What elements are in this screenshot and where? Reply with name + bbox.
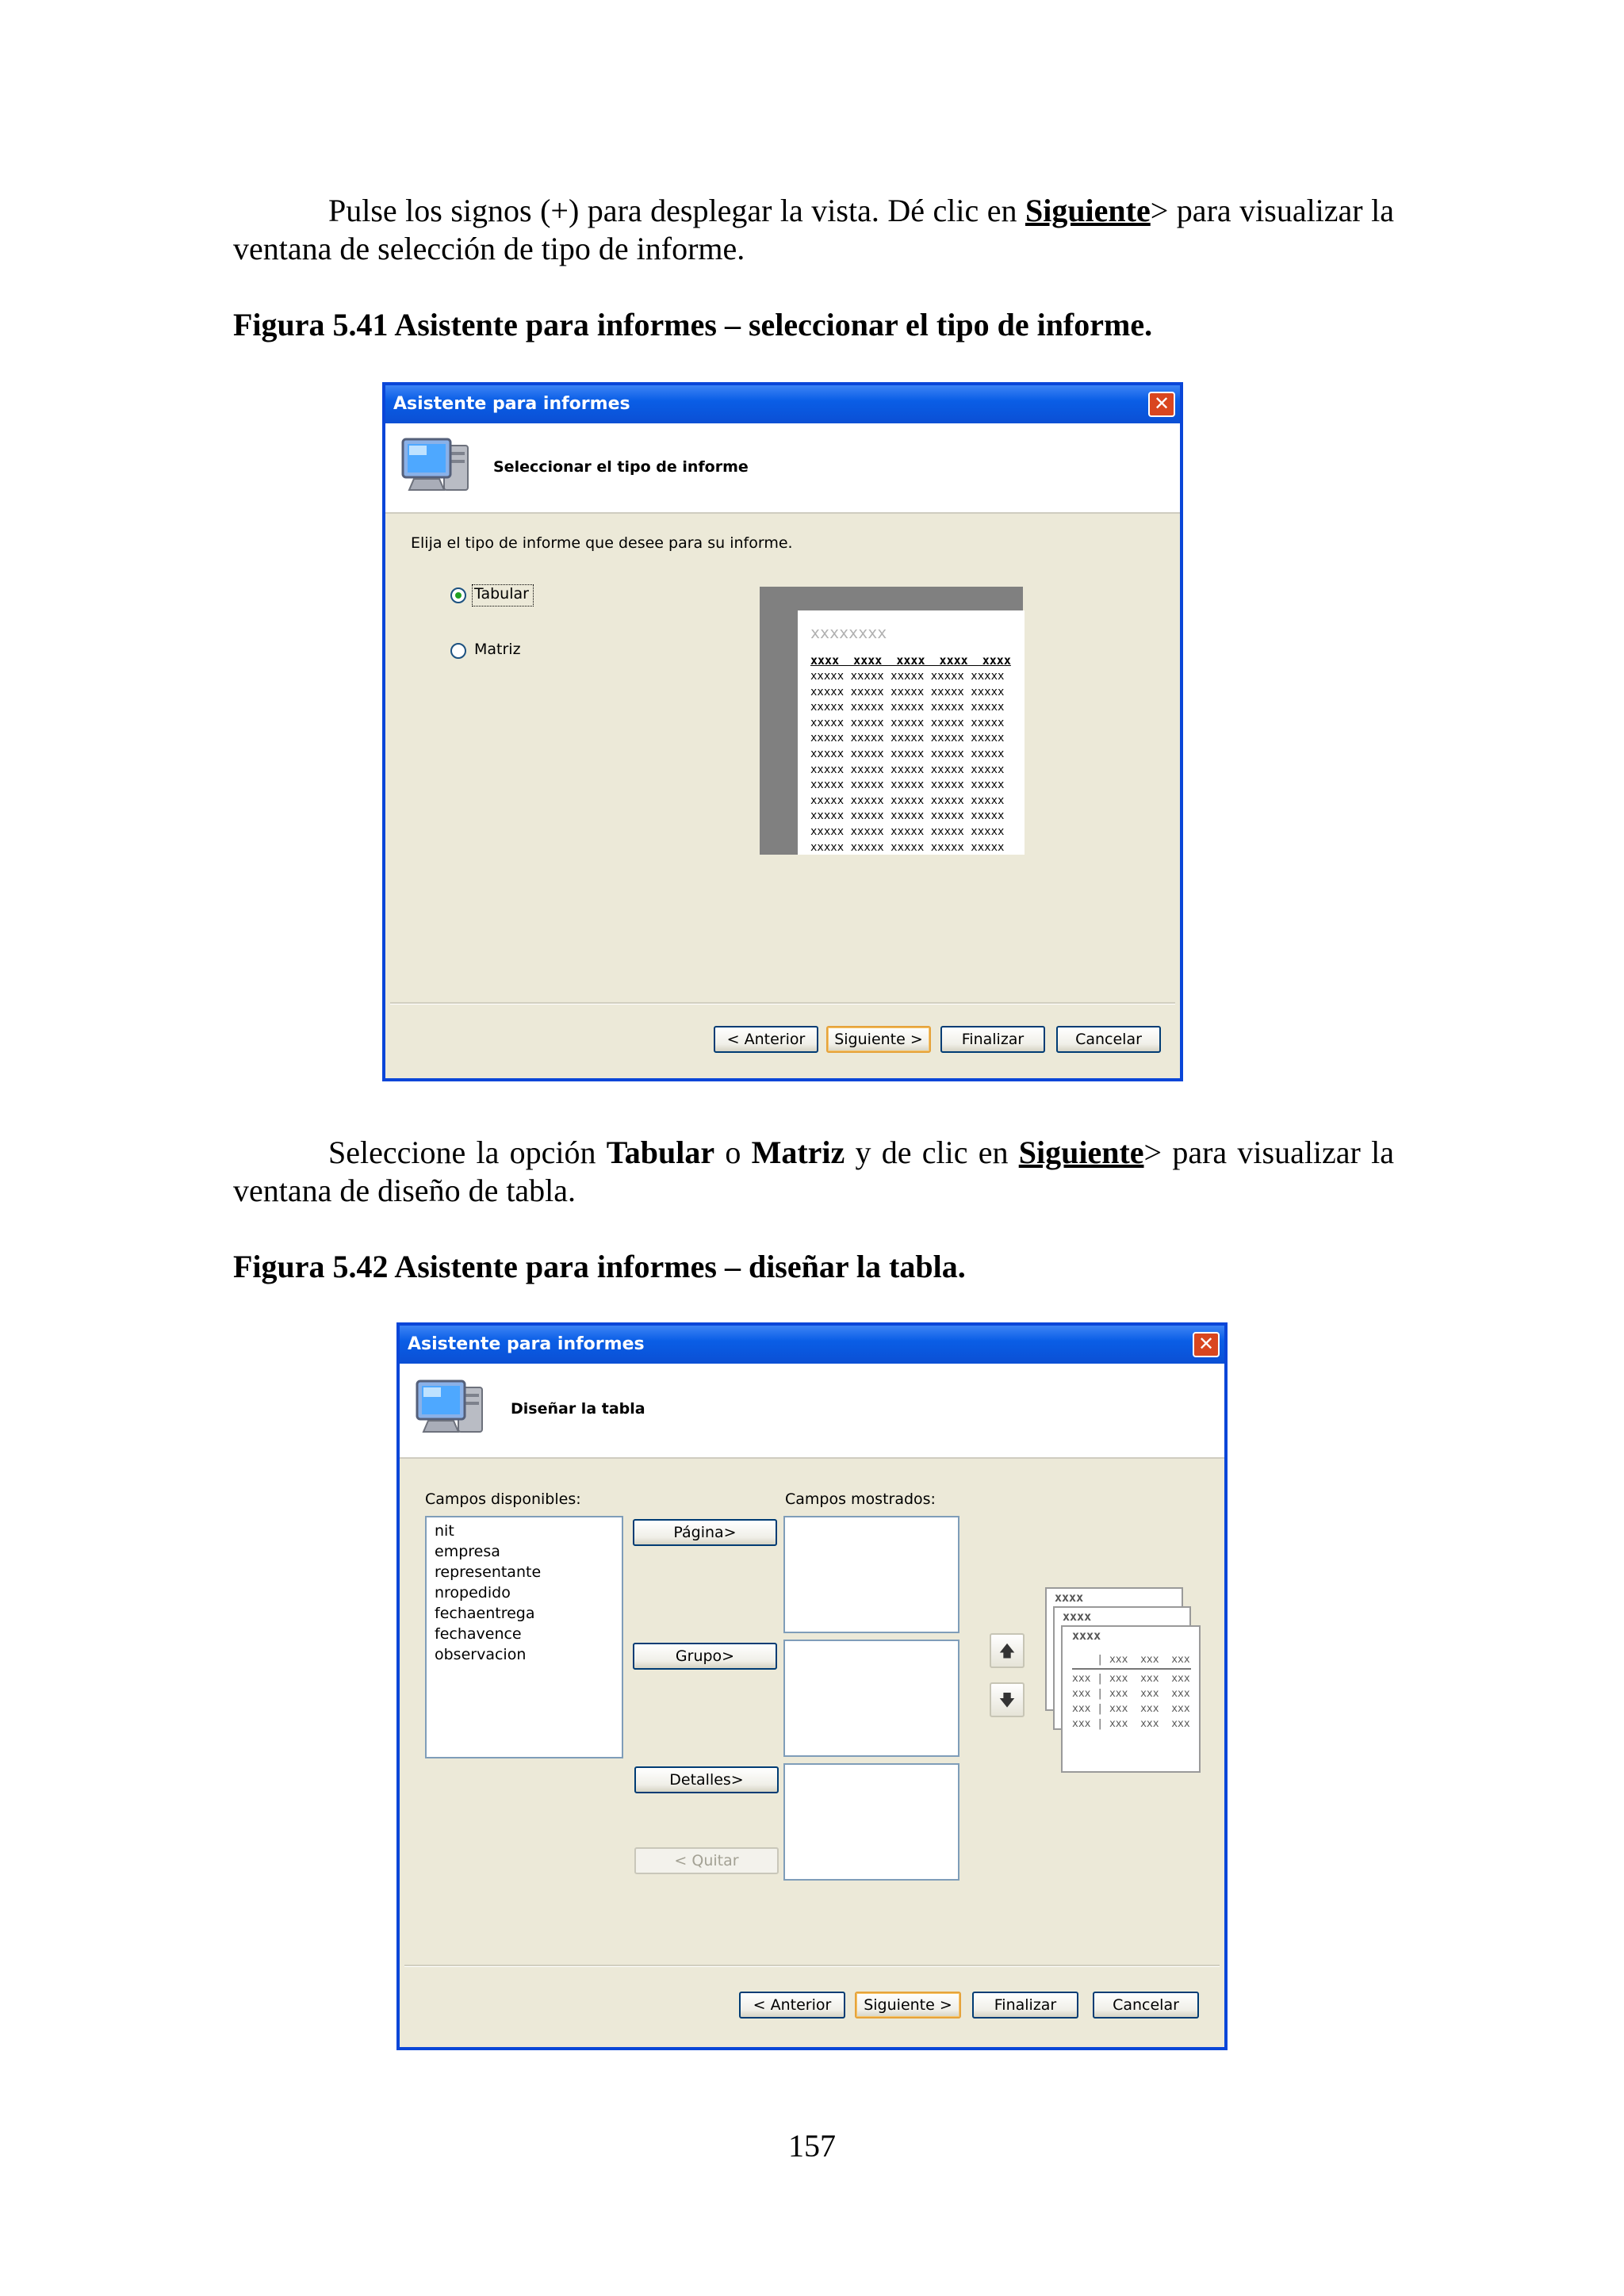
preview-sheet-front: xxxx | xxx xxx xxx xxx | xxx xxx xxx xxx | xxx xxx xxx xxx | xxx xxx xxx xxx | xxx xxx xxx bbox=[1061, 1625, 1201, 1773]
shown-fields-label: Campos mostrados: bbox=[785, 1490, 936, 1508]
preview-divider bbox=[1072, 1668, 1191, 1670]
preview-data-row: xxxxx xxxxx xxxxx xxxxx xxxxx bbox=[810, 779, 1005, 792]
list-item[interactable]: fechaentrega bbox=[435, 1605, 535, 1622]
close-icon[interactable]: ✕ bbox=[1193, 1332, 1220, 1357]
list-item[interactable]: observacion bbox=[435, 1646, 527, 1663]
next-button[interactable]: Siguiente > bbox=[855, 1992, 961, 2019]
preview-header-row: xxxx xxxx xxxx xxxx xxxx bbox=[810, 653, 1011, 668]
list-item[interactable]: nit bbox=[435, 1522, 454, 1540]
preview-data-row: xxxxx xxxxx xxxxx xxxxx xxxxx bbox=[810, 701, 1005, 714]
list-item[interactable]: representante bbox=[435, 1563, 542, 1581]
move-down-icon[interactable]: 🡇 bbox=[990, 1682, 1025, 1717]
preview-data-row: xxxxx xxxxx xxxxx xxxxx xxxxx bbox=[810, 840, 1005, 854]
list-item[interactable]: empresa bbox=[435, 1543, 500, 1560]
cancel-button[interactable]: Cancelar bbox=[1093, 1992, 1199, 2019]
paragraph-intro: Pulse los signos (+) para desplegar la vista. Dé clic en Siguiente> para visualizar la ventana de selección de tipo de informe. bbox=[233, 193, 1394, 266]
back-button[interactable]: < Anterior bbox=[739, 1992, 845, 2019]
report-wizard-dialog-design bbox=[396, 1322, 1228, 2050]
preview-data-row: xxxxx xxxxx xxxxx xxxxx xxxxx bbox=[810, 732, 1005, 745]
preview-data-row: xxxxx xxxxx xxxxx xxxxx xxxxx bbox=[810, 670, 1005, 683]
preview-data-row: xxxxx xxxxx xxxxx xxxxx xxxxx bbox=[810, 763, 1005, 776]
next-button[interactable]: Siguiente > bbox=[826, 1026, 931, 1053]
radio-tabular[interactable] bbox=[450, 587, 466, 603]
cancel-button[interactable]: Cancelar bbox=[1056, 1026, 1161, 1053]
preview-data-row: xxxxx xxxxx xxxxx xxxxx xxxxx bbox=[810, 794, 1005, 807]
remove-button[interactable]: < Quitar bbox=[634, 1847, 779, 1874]
radio-matriz-label[interactable]: Matriz bbox=[474, 641, 521, 658]
move-up-icon[interactable]: 🡅 bbox=[990, 1633, 1025, 1668]
footer-separator bbox=[390, 1002, 1175, 1004]
report-wizard-dialog-type bbox=[382, 382, 1183, 1081]
finish-button[interactable]: Finalizar bbox=[972, 1992, 1078, 2019]
close-icon[interactable]: ✕ bbox=[1148, 392, 1175, 417]
radio-matriz[interactable] bbox=[450, 643, 466, 659]
figure-caption-5-42: Figura 5.42 Asistente para informes – diseñar la tabla. bbox=[233, 1249, 966, 1284]
group-fields-box[interactable] bbox=[783, 1640, 959, 1757]
page-number: 157 bbox=[788, 2128, 836, 2164]
dialog-titlebar: Asistente para informes bbox=[400, 1326, 1224, 1364]
group-button[interactable]: Grupo> bbox=[633, 1643, 777, 1670]
finish-button[interactable]: Finalizar bbox=[940, 1026, 1045, 1053]
preview-sheet-middle: xxxx bbox=[1053, 1606, 1191, 1730]
page-fields-box[interactable] bbox=[783, 1516, 959, 1633]
list-item[interactable]: fechavence bbox=[435, 1625, 522, 1643]
report-preview-tabular bbox=[760, 587, 1023, 855]
detail-fields-box[interactable] bbox=[783, 1763, 959, 1881]
preview-paper bbox=[798, 610, 1025, 855]
available-fields-label: Campos disponibles: bbox=[425, 1490, 581, 1508]
computer-icon bbox=[398, 434, 473, 501]
back-button[interactable]: < Anterior bbox=[714, 1026, 818, 1053]
header-title: Diseñar la tabla bbox=[511, 1400, 645, 1418]
available-fields-list[interactable] bbox=[425, 1516, 623, 1758]
preview-title: xxxxxxxx bbox=[810, 623, 887, 642]
wizard-header bbox=[400, 1364, 1224, 1459]
preview-data-row: xxxxx xxxxx xxxxx xxxxx xxxxx bbox=[810, 809, 1005, 823]
radio-tabular-label[interactable]: Tabular bbox=[474, 585, 529, 603]
wizard-header bbox=[385, 423, 1180, 514]
instruction-text: Elija el tipo de informe que desee para su informe. bbox=[411, 534, 793, 552]
paragraph-select-option: Seleccione la opción Tabular o Matriz y de clic en Siguiente> para visualizar la ventana de diseño de tabla. bbox=[233, 1135, 1394, 1208]
preview-sheet-back: xxxx bbox=[1045, 1587, 1183, 1711]
page-button[interactable]: Página> bbox=[633, 1519, 777, 1546]
preview-data-row: xxxxx xxxxx xxxxx xxxxx xxxxx bbox=[810, 747, 1005, 760]
preview-data-row: xxxxx xxxxx xxxxx xxxxx xxxxx bbox=[810, 825, 1005, 838]
list-item[interactable]: nropedido bbox=[435, 1584, 511, 1601]
preview-data-row: xxxxx xxxxx xxxxx xxxxx xxxxx bbox=[810, 716, 1005, 729]
preview-data-rows bbox=[810, 669, 1004, 855]
figure-caption-5-41: Figura 5.41 Asistente para informes – seleccionar el tipo de informe. bbox=[233, 307, 1153, 342]
footer-separator bbox=[404, 1965, 1220, 1967]
details-button[interactable]: Detalles> bbox=[634, 1766, 779, 1793]
dialog-titlebar: Asistente para informes bbox=[385, 385, 1180, 423]
computer-icon bbox=[412, 1376, 487, 1443]
preview-data-row: xxxxx xxxxx xxxxx xxxxx xxxxx bbox=[810, 685, 1005, 698]
siguiente-emphasis: Siguiente bbox=[1025, 193, 1151, 228]
header-title: Seleccionar el tipo de informe bbox=[493, 458, 749, 476]
